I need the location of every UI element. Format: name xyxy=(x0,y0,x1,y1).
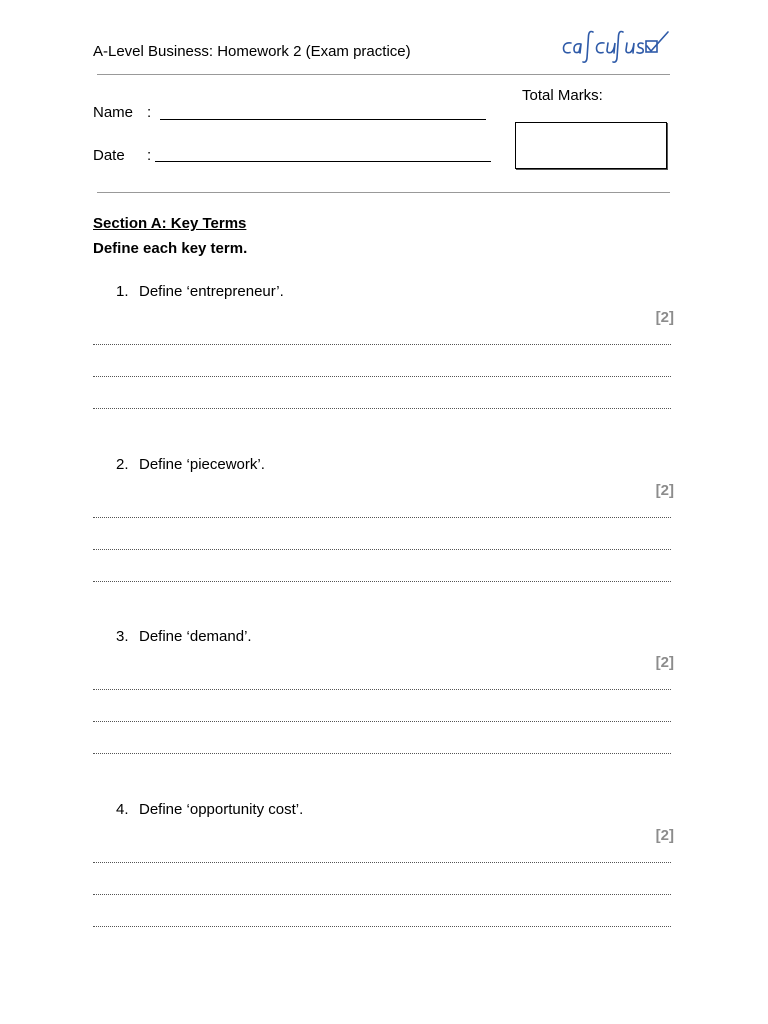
question-text: Define ‘piecework’. xyxy=(139,456,265,473)
date-field[interactable] xyxy=(155,161,491,162)
name-field[interactable] xyxy=(160,119,486,120)
worksheet-title: A-Level Business: Homework 2 (Exam practice) xyxy=(93,43,411,60)
date-label: Date xyxy=(93,147,125,164)
total-marks-label: Total Marks: xyxy=(522,87,603,104)
question-number: 3. xyxy=(116,628,129,645)
question-text: Define ‘entrepreneur’. xyxy=(139,283,284,300)
section-title: Section A: Key Terms xyxy=(93,215,247,232)
calculus-logo xyxy=(560,27,672,65)
header-divider xyxy=(97,74,670,75)
question-text: Define ‘opportunity cost’. xyxy=(139,801,304,818)
question-3 xyxy=(0,628,768,800)
answer-line[interactable] xyxy=(93,549,671,550)
answer-line[interactable] xyxy=(93,689,671,690)
question-number: 2. xyxy=(116,456,129,473)
answer-line[interactable] xyxy=(93,926,671,927)
date-colon: : xyxy=(147,147,152,164)
answer-line[interactable] xyxy=(93,862,671,863)
answer-line[interactable] xyxy=(93,721,671,722)
question-2 xyxy=(0,456,768,628)
answer-line[interactable] xyxy=(93,376,671,377)
question-number: 1. xyxy=(116,283,129,300)
answer-line[interactable] xyxy=(93,581,671,582)
question-4 xyxy=(0,801,768,973)
answer-line[interactable] xyxy=(93,894,671,895)
question-text: Define ‘demand’. xyxy=(139,628,252,645)
answer-line[interactable] xyxy=(93,344,671,345)
section-instruction: Define each key term. xyxy=(93,240,248,257)
question-1 xyxy=(0,283,768,455)
question-marks: [2] xyxy=(655,482,674,499)
answer-line[interactable] xyxy=(93,517,671,518)
total-marks-box[interactable] xyxy=(515,122,667,169)
name-colon: : xyxy=(147,104,152,121)
question-marks: [2] xyxy=(655,654,674,671)
form-divider xyxy=(97,192,670,193)
answer-line[interactable] xyxy=(93,753,671,754)
question-marks: [2] xyxy=(655,309,674,326)
question-marks: [2] xyxy=(655,827,674,844)
answer-line[interactable] xyxy=(93,408,671,409)
name-label: Name xyxy=(93,104,134,121)
question-number: 4. xyxy=(116,801,129,818)
